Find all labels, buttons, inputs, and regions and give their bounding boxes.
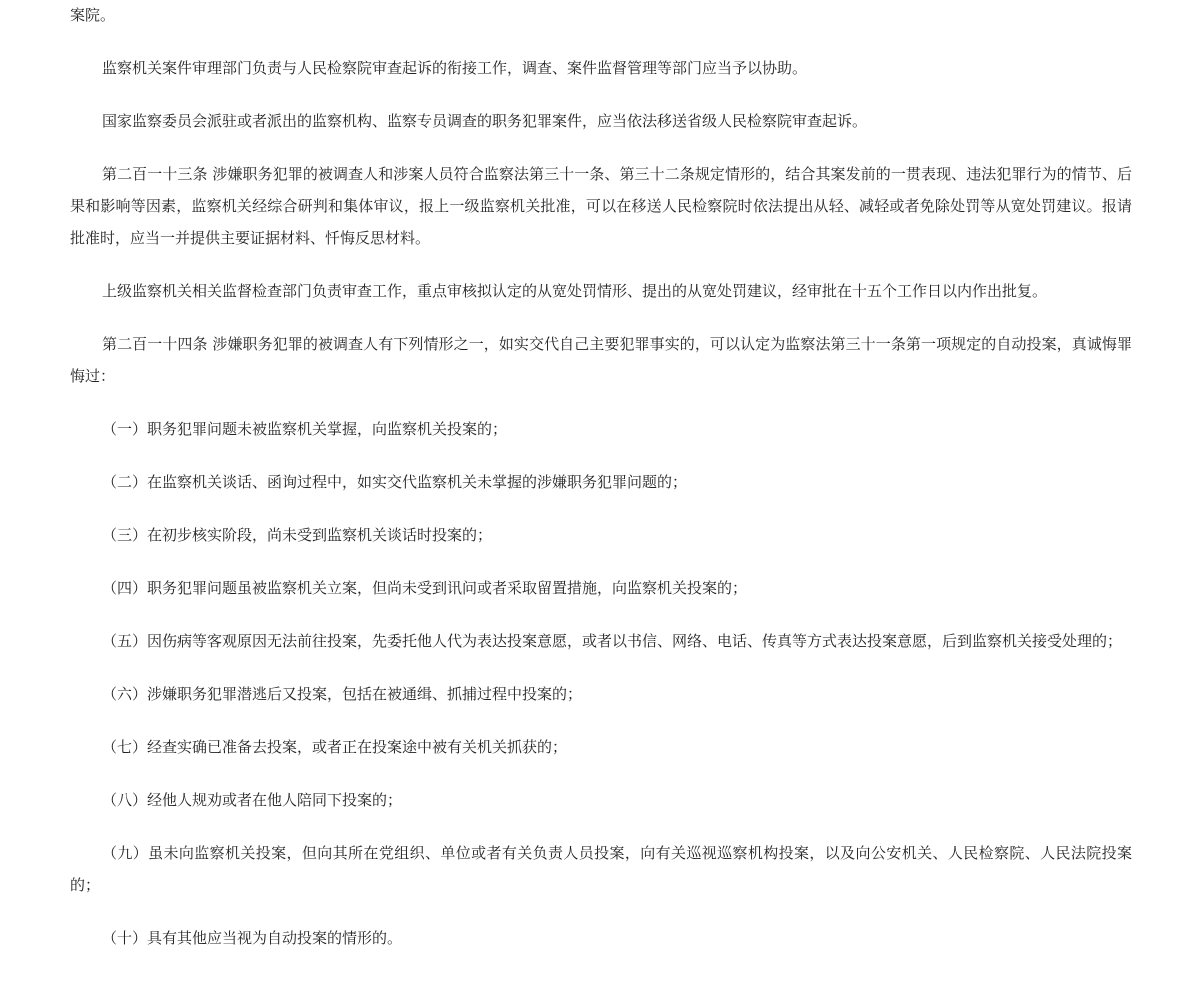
list-item-6: （六）涉嫌职务犯罪潜逃后又投案，包括在被通缉、抓捕过程中投案的； xyxy=(102,685,583,703)
list-item-2: （二）在监察机关谈话、函询过程中，如实交代监察机关未掌握的涉嫌职务犯罪问题的； xyxy=(102,473,688,491)
article-214: 第二百一十四条 涉嫌职务犯罪的被调查人有下列情形之一，如实交代自己主要犯罪事实的，可以认定为监察法第三十一条第一项规定的自动投案，真诚悔罪悔过： xyxy=(70,335,1132,385)
list-item-3: （三）在初步核实阶段，尚未受到监察机关谈话时投案的； xyxy=(102,526,493,544)
paragraph-fragment: 案院。 xyxy=(70,6,116,24)
list-item-8: （八）经他人规劝或者在他人陪同下投案的； xyxy=(102,791,403,809)
paragraph: 国家监察委员会派驻或者派出的监察机构、监察专员调查的职务犯罪案件，应当依法移送省级人民检察院审查起诉。 xyxy=(102,112,868,130)
list-item-7: （七）经查实确已准备去投案，或者正在投案途中被有关机关抓获的； xyxy=(102,738,568,756)
paragraph: 监察机关案件审理部门负责与人民检察院审查起诉的衔接工作，调查、案件监督管理等部门应当予以协助。 xyxy=(102,59,808,77)
paragraph: 上级监察机关相关监督检查部门负责审查工作，重点审核拟认定的从宽处罚情形、提出的从宽处罚建议，经审批在十五个工作日以内作出批复。 xyxy=(102,282,1048,300)
list-item-9: （九）虽未向监察机关投案，但向其所在党组织、单位或者有关负责人员投案，向有关巡视巡察机构投案，以及向公安机关、人民检察院、人民法院投案的； xyxy=(70,844,1132,894)
article-213: 第二百一十三条 涉嫌职务犯罪的被调查人和涉案人员符合监察法第三十一条、第三十二条规定情形的，结合其案发前的一贯表现、违法犯罪行为的情节、后果和影响等因素，监察机关经综合研判和集体审议，报上一级监察机关批准，可以在移送人民检察院时依法提出从轻、减轻或者免除处罚等从宽处罚建议。报请批准时，应当一并提供主要证据材料、忏悔反思材料。 xyxy=(70,165,1132,247)
list-item-10: （十）具有其他应当视为自动投案的情形的。 xyxy=(102,929,403,947)
list-item-5: （五）因伤病等客观原因无法前往投案，先委托他人代为表达投案意愿，或者以书信、网络、电话、传真等方式表达投案意愿，后到监察机关接受处理的； xyxy=(102,632,1123,650)
article-body xyxy=(70,0,1132,954)
list-item-4: （四）职务犯罪问题虽被监察机关立案，但尚未受到讯问或者采取留置措施，向监察机关投案的； xyxy=(102,579,748,597)
list-item-1: （一）职务犯罪问题未被监察机关掌握，向监察机关投案的； xyxy=(102,420,508,438)
